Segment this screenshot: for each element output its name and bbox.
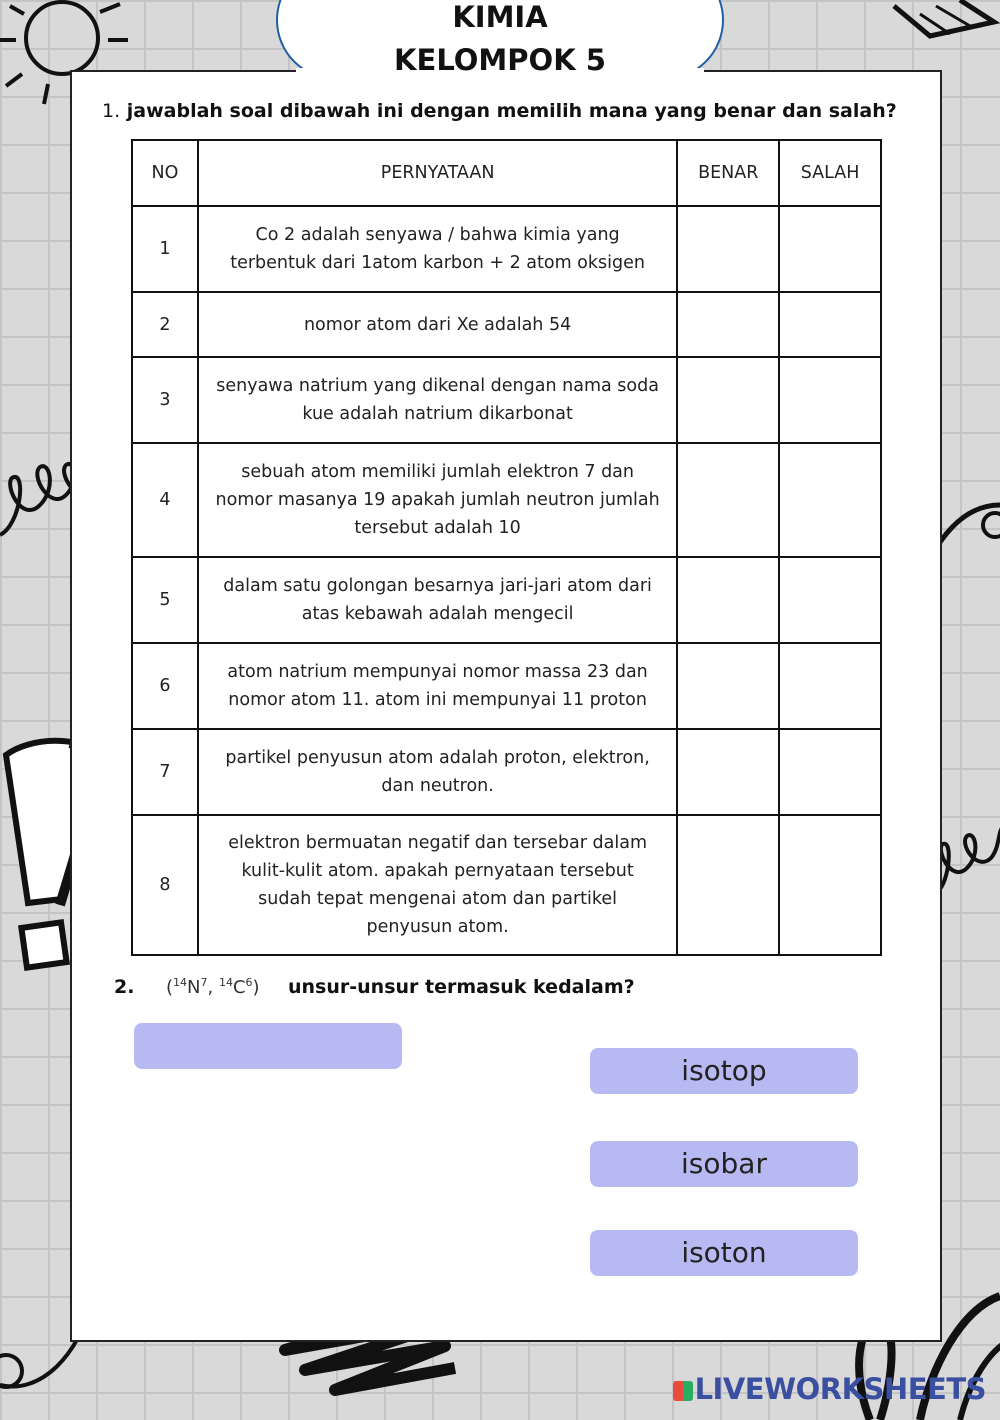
element-c: C bbox=[232, 977, 246, 998]
atomic-number-n: 7 bbox=[200, 976, 208, 989]
question-1-number: 1. bbox=[102, 100, 121, 122]
row-number: 7 bbox=[132, 729, 198, 815]
option-isobar[interactable]: isobar bbox=[590, 1141, 858, 1187]
row-number: 5 bbox=[132, 557, 198, 643]
row-statement: nomor atom dari Xe adalah 54 bbox=[198, 292, 677, 357]
table-row bbox=[132, 292, 881, 357]
true-answer-cell[interactable] bbox=[677, 729, 779, 815]
table-row bbox=[132, 643, 881, 729]
option-isotop[interactable]: isotop bbox=[590, 1048, 858, 1094]
true-false-table bbox=[131, 139, 882, 956]
liveworksheets-logo bbox=[673, 1372, 986, 1406]
atomic-number-c: 6 bbox=[245, 976, 253, 989]
true-answer-cell[interactable] bbox=[677, 357, 779, 443]
title-line-1: KIMIA bbox=[452, 0, 548, 34]
row-number: 3 bbox=[132, 357, 198, 443]
true-answer-cell[interactable] bbox=[677, 206, 779, 292]
formula-close: ) bbox=[252, 977, 260, 998]
isotope-formula bbox=[166, 976, 260, 998]
row-number: 6 bbox=[132, 643, 198, 729]
false-answer-cell[interactable] bbox=[779, 815, 881, 955]
true-answer-cell[interactable] bbox=[677, 557, 779, 643]
question-1 bbox=[102, 100, 897, 122]
column-header-no: NO bbox=[132, 140, 198, 206]
brand-text: LIVEWORKSHEETS bbox=[694, 1372, 986, 1406]
element-n: N bbox=[187, 977, 201, 998]
mass-number-n: 14 bbox=[173, 976, 188, 989]
book-doodle bbox=[890, 0, 1000, 50]
true-answer-cell[interactable] bbox=[677, 443, 779, 557]
table-header-row bbox=[132, 140, 881, 206]
false-answer-cell[interactable] bbox=[779, 643, 881, 729]
row-statement: sebuah atom memiliki jumlah elektron 7 dan nomor masanya 19 apakah jumlah neutron jumlah tersebut adalah 10 bbox=[198, 443, 677, 557]
question-1-text: jawablah soal dibawah ini dengan memilih mana yang benar dan salah? bbox=[126, 100, 897, 122]
title-line-2: KELOMPOK 5 bbox=[394, 43, 606, 77]
table-row bbox=[132, 357, 881, 443]
question-2-number: 2. bbox=[114, 976, 135, 998]
column-header-false: SALAH bbox=[779, 140, 881, 206]
column-header-true: BENAR bbox=[677, 140, 779, 206]
table-row bbox=[132, 206, 881, 292]
false-answer-cell[interactable] bbox=[779, 557, 881, 643]
row-statement: atom natrium mempunyai nomor massa 23 dan nomor atom 11. atom ini mempunyai 11 proton bbox=[198, 643, 677, 729]
false-answer-cell[interactable] bbox=[779, 729, 881, 815]
row-number: 1 bbox=[132, 206, 198, 292]
row-number: 2 bbox=[132, 292, 198, 357]
formula-separator: , bbox=[207, 977, 219, 998]
liveworksheets-logo-icon bbox=[673, 1381, 693, 1401]
true-answer-cell[interactable] bbox=[677, 815, 779, 955]
true-answer-cell[interactable] bbox=[677, 643, 779, 729]
row-statement: senyawa natrium yang dikenal dengan nama soda kue adalah natrium dikarbonat bbox=[198, 357, 677, 443]
false-answer-cell[interactable] bbox=[779, 357, 881, 443]
column-header-statement: PERNYATAAN bbox=[198, 140, 677, 206]
mass-number-c: 14 bbox=[218, 976, 233, 989]
false-answer-cell[interactable] bbox=[779, 206, 881, 292]
row-number: 8 bbox=[132, 815, 198, 955]
option-isoton[interactable]: isoton bbox=[590, 1230, 858, 1276]
row-statement: Co 2 adalah senyawa / bahwa kimia yang terbentuk dari 1atom karbon + 2 atom oksigen bbox=[198, 206, 677, 292]
answer-drop-zone[interactable] bbox=[134, 1023, 402, 1069]
row-statement: partikel penyusun atom adalah proton, elektron, dan neutron. bbox=[198, 729, 677, 815]
table-row bbox=[132, 443, 881, 557]
question-2-text: unsur-unsur termasuk kedalam? bbox=[288, 976, 635, 998]
row-statement: dalam satu golongan besarnya jari-jari atom dari atas kebawah adalah mengecil bbox=[198, 557, 677, 643]
table-row bbox=[132, 557, 881, 643]
row-statement: elektron bermuatan negatif dan tersebar dalam kulit-kulit atom. apakah pernyataan tersebut sudah tepat mengenai atom dan partikel penyusun atom. bbox=[198, 815, 677, 955]
page-title bbox=[300, 0, 700, 82]
false-answer-cell[interactable] bbox=[779, 292, 881, 357]
row-number: 4 bbox=[132, 443, 198, 557]
false-answer-cell[interactable] bbox=[779, 443, 881, 557]
formula-open: ( bbox=[166, 977, 174, 998]
spiral-doodle-right bbox=[935, 820, 1000, 900]
true-answer-cell[interactable] bbox=[677, 292, 779, 357]
table-row bbox=[132, 729, 881, 815]
table-row bbox=[132, 815, 881, 955]
